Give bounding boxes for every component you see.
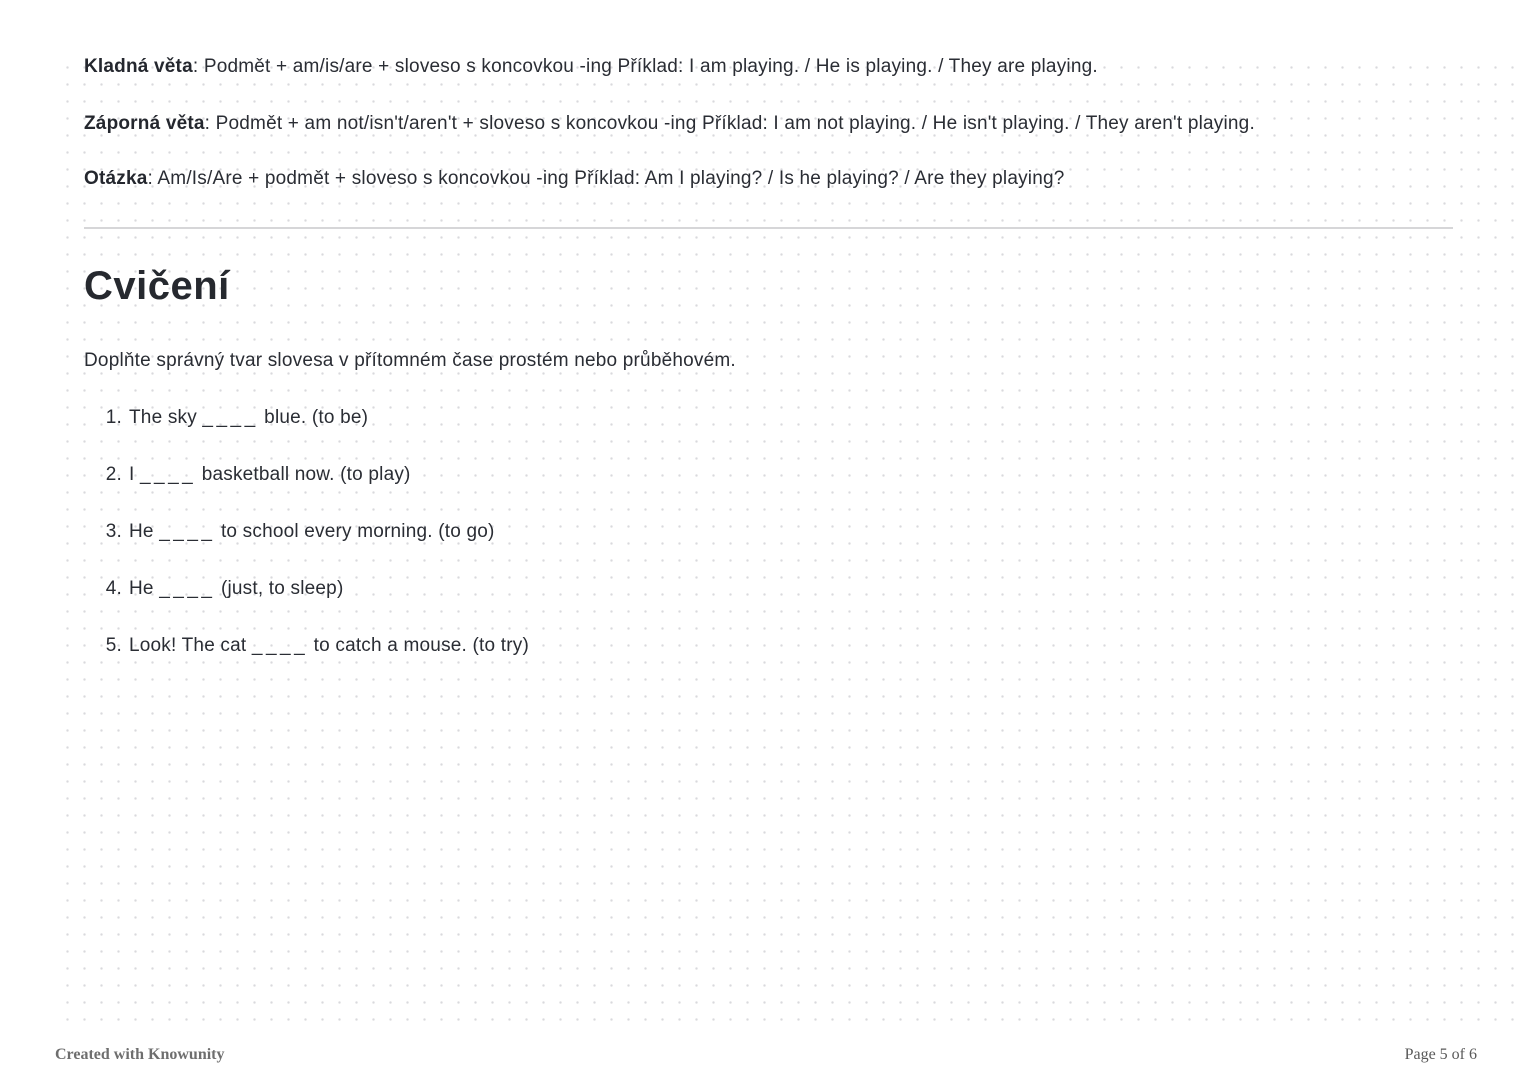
rule-text: : Am/Is/Are + podmět + sloveso s koncovkou -ing Příklad: Am I playing? / Is he playing? / Are they playing? (147, 168, 1065, 189)
exercise-item-5 (84, 629, 1453, 662)
rule-label: Otázka (84, 168, 148, 189)
rule-label: Kladná věta (84, 56, 193, 77)
exercise-number: 3. (105, 521, 122, 542)
page-content (55, 50, 1453, 662)
section-divider (84, 227, 1453, 229)
exercise-text-post: to school every morning. (to go) (220, 521, 495, 542)
exercise-number: 2. (105, 464, 122, 485)
branding-text: Created with Knowunity (55, 1046, 225, 1063)
exercise-list (84, 401, 1453, 662)
exercise-instructions: Doplňte správný tvar slovesa v přítomném čase prostém nebo průběhovém. (84, 350, 736, 371)
exercise-text-post: blue. (to be) (264, 407, 369, 428)
exercise-text-pre: He (129, 521, 154, 542)
exercise-text-post: to catch a mouse. (to try) (313, 635, 529, 656)
page-footer (55, 1046, 1477, 1064)
dot-grid-background (55, 53, 1515, 1031)
exercise-number: 5. (105, 635, 122, 656)
fill-in-blank: ____ (251, 635, 309, 656)
exercise-text-post: (just, to sleep) (220, 578, 344, 599)
section-heading: Cvičení (84, 264, 230, 308)
rule-text: : Podmět + am not/isn't/aren't + sloveso s koncovkou -ing Příklad: I am not playing. / He isn't playing. / They aren't playing. (204, 113, 1255, 134)
exercise-text-pre: He (129, 578, 154, 599)
exercise-item-4 (84, 572, 1453, 605)
exercise-text-pre: The sky (129, 407, 197, 428)
rule-paragraph-affirmative (84, 50, 1453, 83)
fill-in-blank: ____ (159, 521, 216, 542)
exercise-text-pre: Look! The cat (129, 635, 247, 656)
rule-text: : Podmět + am/is/are + sloveso s koncovkou -ing Příklad: I am playing. / He is playing. / They are playing. (192, 56, 1098, 77)
exercise-text-pre: I (129, 464, 135, 485)
fill-in-blank: ____ (139, 464, 197, 485)
rule-label: Záporná věta (84, 113, 205, 134)
exercise-item-2 (84, 458, 1453, 491)
exercise-number: 1. (105, 407, 122, 428)
fill-in-blank: ____ (159, 578, 216, 599)
exercise-item-1 (84, 401, 1453, 434)
page-number: Page 5 of 6 (1404, 1046, 1477, 1063)
rule-paragraph-negative (84, 107, 1453, 140)
exercise-number: 4. (105, 578, 122, 599)
exercise-text-post: basketball now. (to play) (201, 464, 411, 485)
exercise-item-3 (84, 515, 1453, 548)
rule-paragraph-question (84, 162, 1453, 195)
fill-in-blank: ____ (202, 407, 259, 428)
